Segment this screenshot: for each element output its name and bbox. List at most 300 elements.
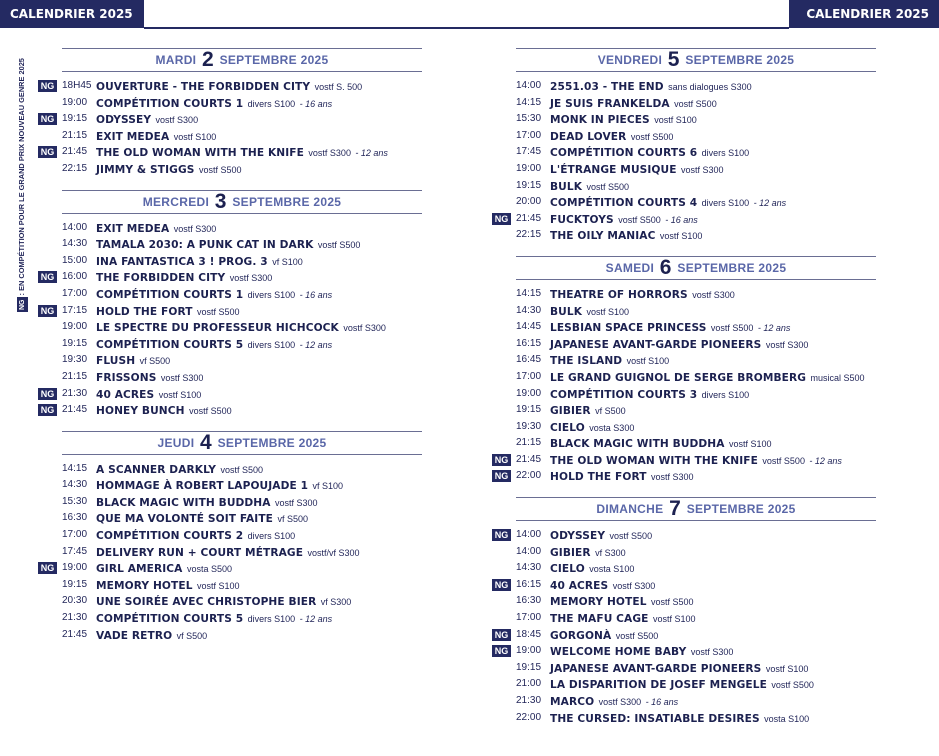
event-info: vf S500 [595,406,626,417]
day-number: 4 [199,430,212,454]
event-row [36,319,422,336]
age-rating: - 12 ans [757,323,791,334]
event-info: vostf S100 [659,231,703,242]
event-row [36,577,422,594]
event-info: vostf S100 [626,356,670,367]
event-row [36,386,422,403]
event-title: COMPÉTITION COURTS 1 [96,288,244,301]
event-time: 21:45 [62,628,88,640]
event-title: BULK [550,180,583,193]
event-info: vostf S100 [173,131,217,142]
event-row [490,544,876,561]
event-time: 19:00 [516,387,542,399]
header-rule [144,27,789,29]
event-title: THE OLD WOMAN WITH THE KNIFE [550,454,758,467]
day-month: SEPTEMBRE 2025 [686,502,796,517]
header-left-tab [0,0,144,28]
day-section-samedi [490,256,876,485]
day-number: 3 [214,189,227,213]
header-right-tab [789,0,939,28]
event-row [36,627,422,644]
event-time: 19:15 [62,113,88,125]
ng-badge: NG [492,470,511,482]
event-time: 19:00 [516,645,542,657]
ng-badge: NG [38,562,57,574]
event-time: 19:15 [62,578,88,590]
event-row [490,161,876,178]
event-title: FRISSONS [96,371,157,384]
event-info: musical S500 [810,372,865,383]
event-title: THE CURSED: INSATIABLE DESIRES [550,712,760,725]
event-title: FLUSH [96,355,136,368]
event-info: vostf S100 [158,389,202,400]
event-time: 16:00 [62,271,88,283]
event-title: THEATRE OF HORRORS [550,288,688,301]
event-title: QUE MA VOLONTÉ SOIT FAITE [96,513,273,526]
event-time: 14:45 [516,321,542,333]
day-month: SEPTEMBRE 2025 [217,435,327,450]
event-title: LE GRAND GUIGNOL DE SERGE BROMBERG [550,371,807,384]
event-time: 19:15 [62,337,88,349]
ng-badge: NG [38,388,57,400]
event-time: 21:45 [516,212,542,224]
event-info: vostf S500 [674,98,717,109]
event-row [490,111,876,128]
event-title: MEMORY HOTEL [96,579,193,592]
event-row [36,494,422,511]
event-title: THE OLD WOMAN WITH THE KNIFE [96,147,304,160]
day-section-mardi [36,48,422,178]
ng-badge: NG [38,404,57,416]
event-time: 19:15 [516,404,542,416]
event-time: 20:30 [62,595,88,607]
day-name: MARDI [155,53,197,67]
event-info: vf S100 [312,481,344,492]
event-info: sans dialogues S300 [668,82,752,92]
event-time: 21:15 [62,370,88,382]
event-time: 17:00 [62,287,88,299]
event-time: 16:30 [516,595,542,607]
event-title: GIBIER [550,405,591,418]
event-info: vostf S300 [275,497,318,508]
ng-badge: NG [492,529,511,541]
age-rating: - 12 ans [809,455,842,466]
event-title: A SCANNER DARKLY [96,463,217,476]
event-title: THE MAFU CAGE [550,613,649,626]
ng-badge: NG [492,213,511,225]
event-info: divers S100 [247,531,296,542]
event-time: 16:15 [516,578,542,590]
event-info: vostf S300 [155,115,199,126]
event-title: BULK [550,305,583,318]
age-rating: - 12 ans [299,339,333,350]
event-time: 21:15 [516,437,542,449]
event-row [490,452,876,469]
event-row [490,144,876,161]
event-time: 14:00 [516,80,542,91]
day-month: SEPTEMBRE 2025 [685,53,795,67]
day-heading [516,48,876,72]
event-title: COMPÉTITION COURTS 3 [550,388,698,401]
event-title: BLACK MAGIC WITH BUDDHA [96,496,271,509]
event-title: THE FORBIDDEN CITY [96,272,226,285]
event-row [490,303,876,320]
event-info: vostf S500 [317,240,361,251]
event-info: vostf S300 [765,339,809,350]
event-info: divers S100 [247,614,296,625]
event-info: vf S100 [272,256,303,267]
ng-badge: NG [492,454,511,466]
age-rating: - 16 ans [299,98,333,109]
event-info: divers S100 [701,389,750,400]
age-rating: - 16 ans [645,697,679,707]
day-month: SEPTEMBRE 2025 [232,194,342,209]
event-row [490,468,876,485]
event-time: 21:45 [62,146,88,158]
event-title: BLACK MAGIC WITH BUDDHA [550,438,725,451]
day-number: 2 [201,48,214,71]
event-info: vostf S300 [612,580,656,591]
event-time: 21:30 [62,387,88,399]
event-info: vostf S500 [198,164,242,175]
event-info: vf S500 [139,356,171,367]
age-rating: - 12 ans [299,614,333,625]
event-title: THE OILY MANIAC [550,230,656,243]
ng-legend-badge: NG [18,299,26,310]
ng-legend [12,56,32,312]
event-title: CIELO [550,421,585,434]
event-row [36,560,422,577]
day-name: DIMANCHE [596,502,664,517]
event-time: 19:30 [62,354,88,366]
day-name: VENDREDI [597,53,663,67]
event-time: 19:00 [516,162,542,174]
event-row [36,286,422,303]
event-time: 16:45 [516,354,542,366]
event-info: vostf S300 [229,273,273,284]
event-info: divers S100 [701,198,750,209]
ng-badge: NG [38,271,57,283]
event-row [36,220,422,237]
event-row [490,211,876,228]
event-title: OUVERTURE - THE FORBIDDEN CITY [96,81,311,93]
event-title: VADE RETRO [96,629,173,642]
event-row [490,319,876,336]
event-title: 2551.03 - THE END [550,81,664,93]
event-title: ODYSSEY [550,530,606,543]
event-time: 14:00 [516,529,542,541]
event-row [36,527,422,544]
event-row [490,336,876,353]
event-time: 21:30 [62,612,88,624]
day-name: JEUDI [157,435,195,450]
event-row [36,510,422,527]
event-time: 17:00 [516,370,542,382]
event-row [490,286,876,303]
event-row [490,386,876,403]
event-info: divers S100 [247,339,296,350]
header-right-label: CALENDRIER 2025 [806,7,929,21]
event-info: vostf S500 [651,597,694,608]
event-info: vostf S500 [220,464,264,475]
day-section-vendredi [490,48,876,244]
event-title: COMPÉTITION COURTS 5 [96,613,244,626]
event-info: vostf S100 [765,663,809,674]
event-row [36,336,422,353]
event-time: 22:15 [516,229,542,241]
event-row [36,78,422,95]
event-info: vostf S. 500 [314,82,363,92]
event-row [36,544,422,561]
event-info: vosta S500 [186,564,232,575]
event-row [490,95,876,112]
event-info: vostf S100 [197,580,240,591]
ng-badge: NG [38,146,57,158]
event-time: 14:00 [516,545,542,557]
event-info: divers S100 [247,289,296,300]
event-info: vosta S100 [764,713,810,724]
event-time: 17:15 [62,304,88,316]
event-time: 14:15 [62,462,88,474]
event-row [490,593,876,610]
event-row [490,710,876,727]
event-time: 19:00 [62,96,88,108]
event-time: 14:15 [516,287,542,299]
event-row [490,194,876,211]
event-time: 16:15 [516,337,542,349]
event-time: 20:00 [516,196,542,208]
event-row [36,593,422,610]
event-title: DEAD LOVER [550,130,627,143]
event-title: ODYSSEY [96,114,152,127]
event-info: vostf S300 [598,697,642,707]
event-time: 21:30 [516,695,542,706]
day-heading [516,497,876,521]
day-section-jeudi [36,431,422,644]
event-row [490,78,876,95]
age-rating: - 16 ans [299,289,333,300]
event-row [36,303,422,320]
event-title: MARCO [550,696,595,708]
event-time: 21:45 [516,453,542,465]
event-title: COMPÉTITION COURTS 5 [96,338,244,351]
event-info: vostf S500 [197,306,240,317]
event-time: 18H45 [62,80,92,91]
event-row [36,253,422,270]
event-info: vosta S100 [589,564,635,575]
event-time: 21:45 [62,404,88,416]
event-title: JE SUIS FRANKELDA [550,97,670,110]
event-info: vostf S500 [586,181,630,192]
day-heading [62,48,422,72]
event-time: 17:45 [62,545,88,557]
event-row [36,369,422,386]
event-title: JIMMY & STIGGS [96,163,195,176]
event-row [490,693,876,710]
event-row [490,402,876,419]
event-row [490,627,876,644]
event-row [36,144,422,161]
event-title: HOLD THE FORT [96,305,193,318]
event-time: 14:30 [516,304,542,316]
event-row [490,435,876,452]
event-time: 19:00 [62,562,88,574]
event-title: LESBIAN SPACE PRINCESS [550,322,707,335]
event-title: MONK IN PIECES [550,114,650,127]
event-time: 14:15 [516,96,542,108]
event-time: 15:30 [62,495,88,507]
event-time: 16:30 [62,512,88,524]
event-row [36,269,422,286]
age-rating: - 16 ans [665,214,698,225]
day-number: 6 [659,255,672,279]
event-row [36,236,422,253]
event-row [36,128,422,145]
event-title: JAPANESE AVANT-GARDE PIONEERS [550,338,762,351]
event-time: 19:30 [516,420,542,432]
event-title: LA DISPARITION DE JOSEF MENGELE [550,679,767,692]
event-time: 17:00 [62,529,88,541]
day-heading [516,256,876,280]
event-info: vostf S100 [586,306,630,317]
event-time: 22:00 [516,470,542,482]
event-row [36,352,422,369]
event-time: 22:00 [516,711,542,723]
event-title: TAMALA 2030: A PUNK CAT IN DARK [96,239,314,252]
event-row [36,477,422,494]
event-title: 40 ACRES [96,388,155,401]
event-row [490,560,876,577]
day-month: SEPTEMBRE 2025 [219,53,329,67]
event-info: vostf S500 [771,680,814,691]
event-info: vostf S300 [343,323,386,334]
event-info: divers S100 [701,148,750,159]
event-row [490,577,876,594]
event-info: vostf/vf S300 [307,547,360,558]
day-heading [62,431,422,455]
event-title: HOMMAGE À ROBERT LAPOUJADE 1 [96,480,309,493]
event-row [36,111,422,128]
event-row [36,95,422,112]
event-title: GORGONÀ [550,629,612,642]
day-name: MERCREDI [142,194,210,209]
event-title: COMPÉTITION COURTS 6 [550,147,698,160]
schedule-column-left [36,48,422,655]
day-month: SEPTEMBRE 2025 [677,260,787,275]
event-info: divers S100 [247,98,296,109]
event-row [36,161,422,178]
day-section-mercredi [36,190,422,419]
event-row [36,610,422,627]
event-row [490,419,876,436]
day-name: SAMEDI [605,260,655,275]
event-info: vostf S100 [729,439,772,450]
event-info: vostf S300 [692,289,735,300]
event-time: 19:15 [516,661,542,673]
event-row [490,660,876,677]
event-row [490,643,876,660]
event-info: vostf S500 [189,406,232,417]
ng-legend-text: : EN COMPÉTITION POUR LE GRAND PRIX NOUVEAU GENRE 2025 [17,58,26,296]
event-title: CIELO [550,563,585,576]
event-info: vf S500 [277,514,308,525]
event-title: JAPANESE AVANT-GARDE PIONEERS [550,662,762,675]
event-row [490,527,876,544]
event-time: 19:00 [62,321,88,333]
event-title: L'ÉTRANGE MUSIQUE [550,163,677,176]
event-title: LE SPECTRE DU PROFESSEUR HICHCOCK [96,322,339,335]
event-row [490,610,876,627]
event-title: UNE SOIRÉE AVEC CHRISTOPHE BIER [96,596,317,609]
event-title: 40 ACRES [550,579,609,592]
event-row [36,461,422,478]
event-time: 15:00 [62,254,88,266]
event-time: 14:30 [62,479,88,491]
event-time: 19:15 [516,179,542,191]
event-info: vf S500 [176,630,208,641]
event-info: vostf S300 [308,148,351,159]
event-title: HOLD THE FORT [550,471,647,484]
event-info: vostf S300 [173,223,217,234]
event-time: 21:00 [516,678,542,690]
event-title: HONEY BUNCH [96,405,185,418]
event-title: COMPÉTITION COURTS 2 [96,530,244,543]
event-info: vosta S300 [589,422,635,433]
ng-badge: NG [492,629,511,641]
day-number: 7 [669,497,682,521]
event-info: vostf S500 [630,131,674,142]
age-rating: - 12 ans [753,198,787,209]
event-info: vostf S300 [690,647,734,658]
event-title: EXIT MEDEA [96,130,170,143]
event-title: THE ISLAND [550,355,623,368]
ng-badge: NG [492,645,511,657]
event-title: COMPÉTITION COURTS 4 [550,197,698,210]
event-time: 18:45 [516,628,542,640]
event-info: vostf S500 [615,630,659,641]
event-title: DELIVERY RUN + COURT MÉTRAGE [96,546,304,559]
event-time: 15:30 [516,113,542,125]
event-info: vostf S100 [652,614,696,625]
event-info: vostf S500 [618,214,661,225]
ng-badge: NG [38,305,57,317]
event-time: 14:00 [62,221,88,233]
event-title: GIBIER [550,546,591,559]
event-info: vostf S300 [651,472,694,483]
ng-badge: NG [38,80,57,92]
event-row [490,369,876,386]
event-info: vostf S300 [681,164,724,175]
event-row [36,402,422,419]
event-title: EXIT MEDEA [96,222,170,235]
event-time: 14:30 [516,562,542,574]
event-info: vostf S300 [160,372,204,383]
header-left-label: CALENDRIER 2025 [10,7,133,21]
schedule-column-right [490,48,876,738]
event-title: COMPÉTITION COURTS 1 [96,97,244,110]
event-info: vostf S100 [654,115,697,126]
event-info: vf S300 [320,597,352,608]
event-time: 14:30 [62,238,88,250]
day-number: 5 [667,48,680,71]
event-time: 17:45 [516,146,542,158]
event-row [490,352,876,369]
event-info: vostf S500 [609,531,653,542]
ng-badge: NG [38,113,57,125]
event-info: vf S300 [595,547,626,558]
event-title: GIRL AMERICA [96,563,183,576]
event-title: INA FANTASTICA 3 ! PROG. 3 [96,255,268,268]
